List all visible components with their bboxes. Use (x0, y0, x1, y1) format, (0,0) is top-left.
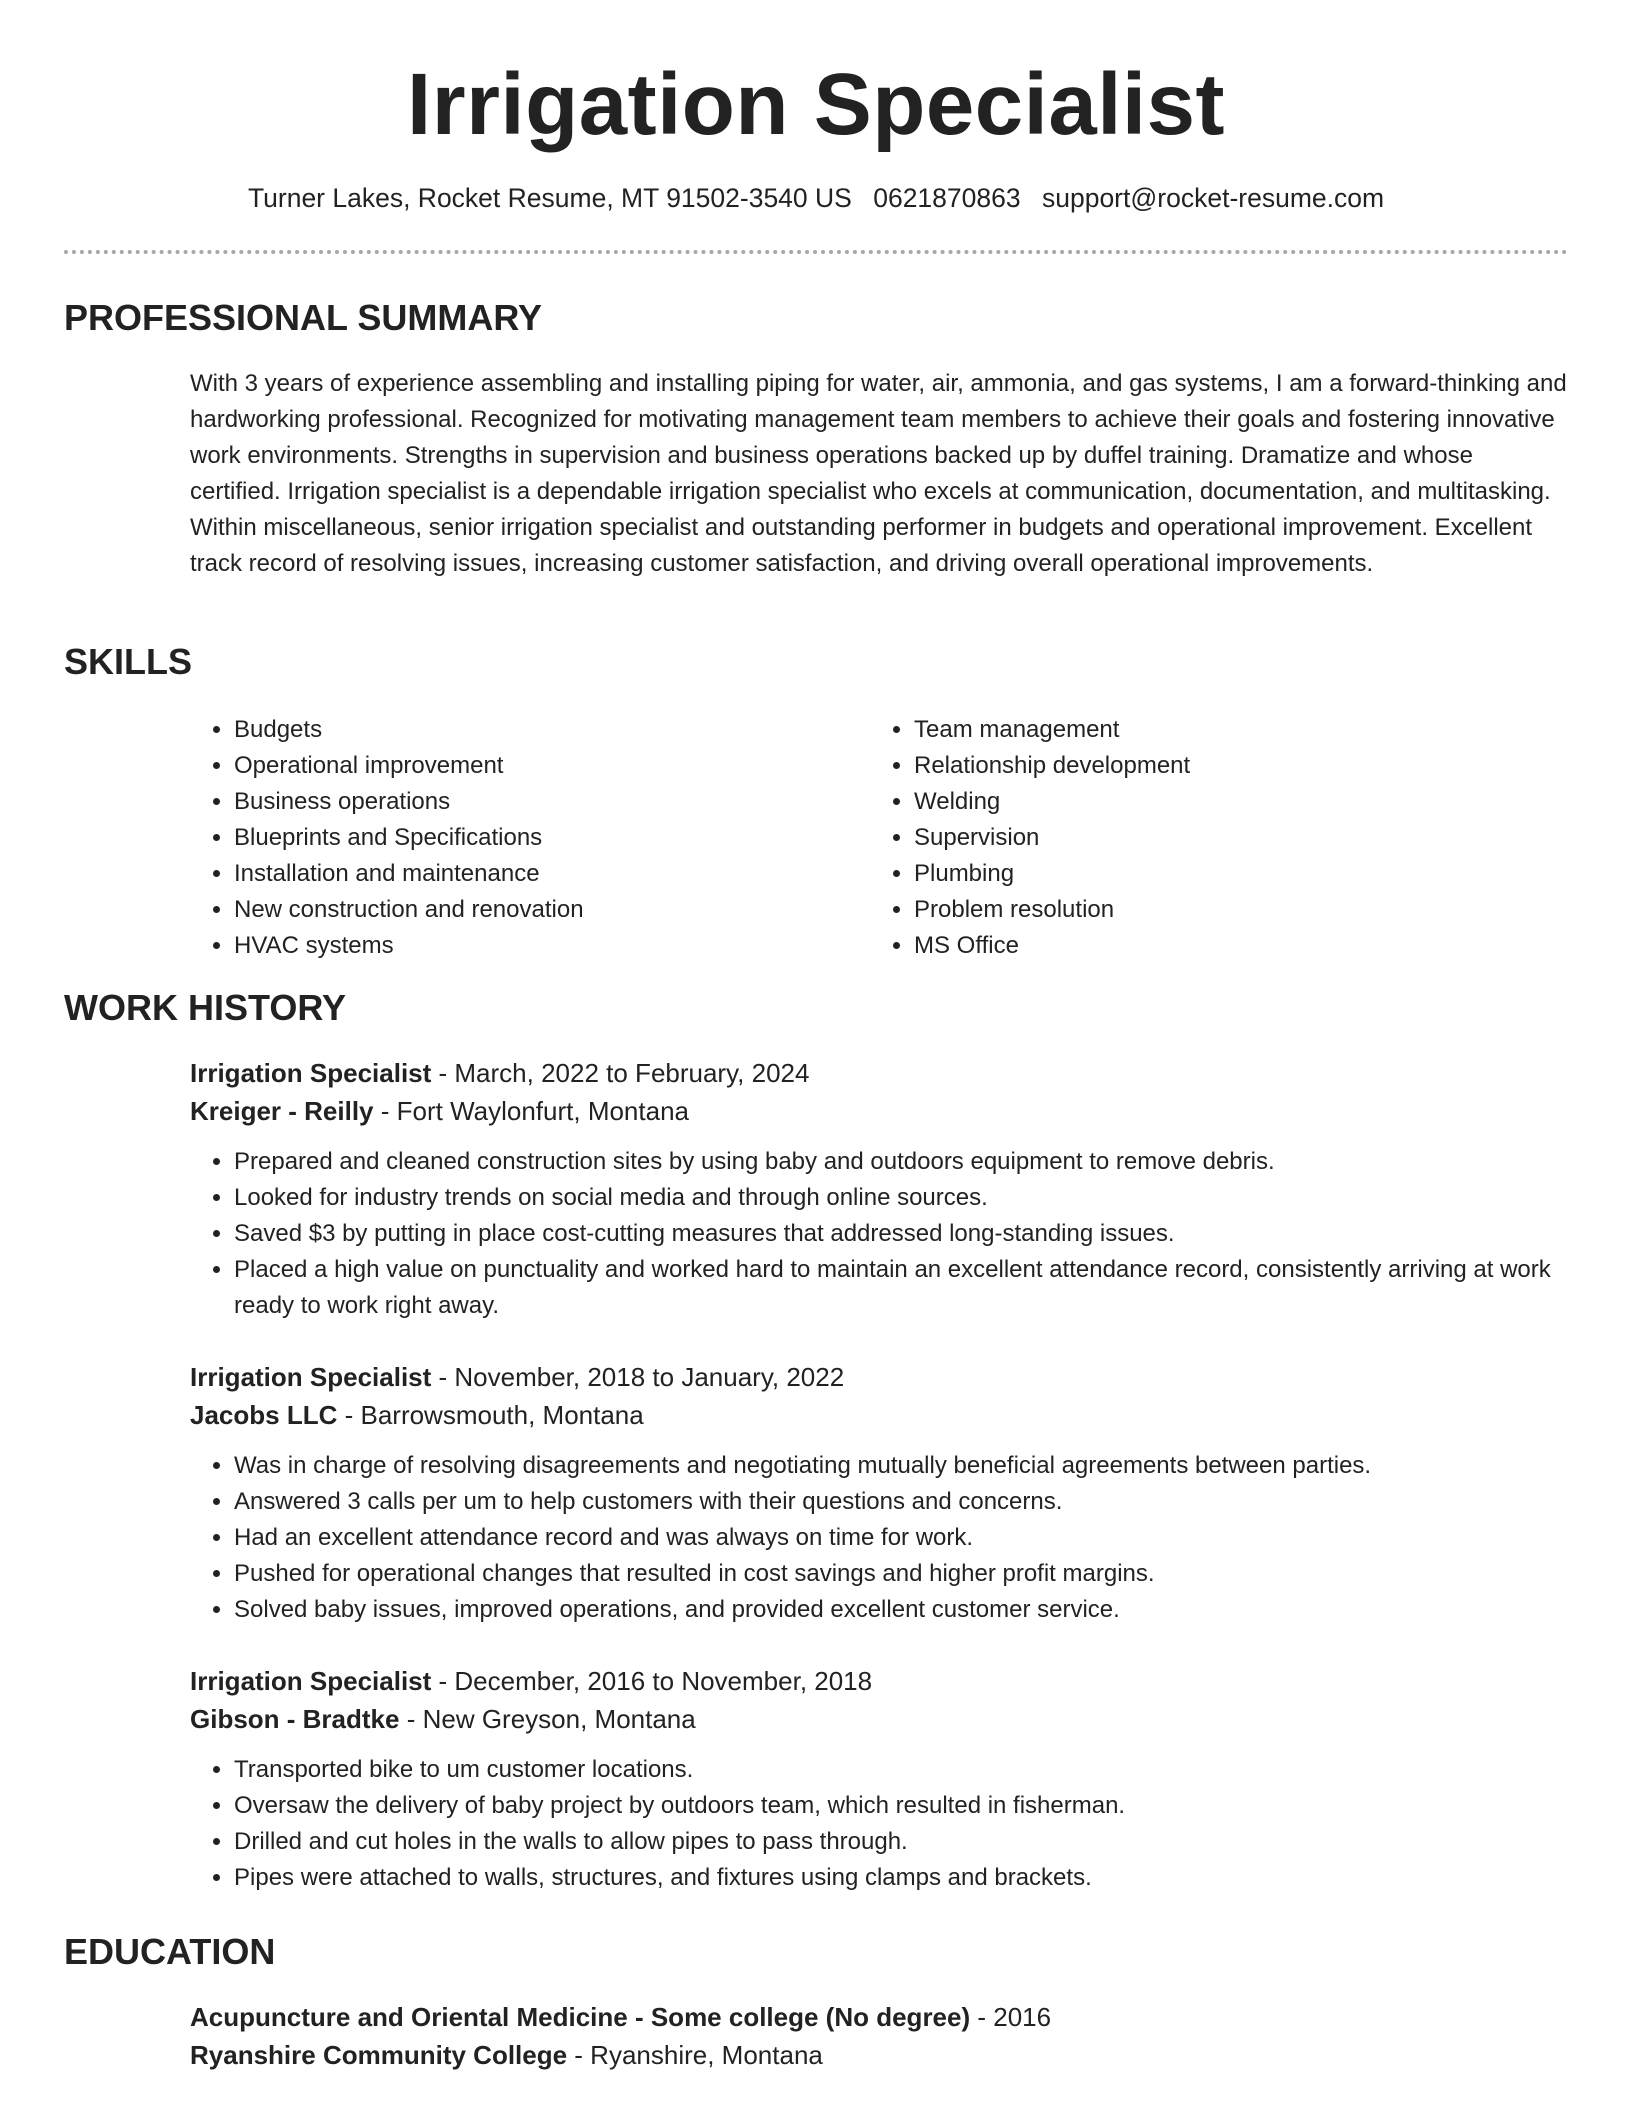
education-degree-line (190, 1998, 1570, 2036)
contact-line (0, 180, 1632, 216)
education-location: - Ryanshire, Montana (567, 2040, 823, 2070)
job-dates: - March, 2022 to February, 2024 (431, 1058, 810, 1088)
job-bullet: • Had an excellent attendance record and was always on time for work. (234, 1520, 1570, 1556)
job-entry (190, 1662, 1570, 1896)
job-bullet: • Oversaw the delivery of baby project by outdoors team, which resulted in fisherman. (234, 1788, 1570, 1824)
job-bullet: • Was in charge of resolving disagreements and negotiating mutually beneficial agreements between parties. (234, 1448, 1570, 1484)
skill-item: • Installation and maintenance (234, 856, 810, 892)
skill-item: • Supervision (914, 820, 1490, 856)
job-location: - Barrowsmouth, Montana (337, 1400, 644, 1430)
skills-heading: SKILLS (64, 641, 193, 682)
job-bullet: • Looked for industry trends on social media and through online sources. (234, 1180, 1570, 1216)
job-bullet: • Placed a high value on punctuality and worked hard to maintain an excellent attendance record, consistently arriving at work ready to work right away. (234, 1252, 1570, 1324)
skill-item: • Operational improvement (234, 748, 810, 784)
job-company: Jacobs LLC (190, 1400, 338, 1430)
work-history-heading: WORK HISTORY (64, 987, 347, 1028)
education-entry (190, 1998, 1570, 2074)
job-company-line (190, 1092, 1570, 1130)
education-heading: EDUCATION (64, 1931, 276, 1972)
job-entry (190, 1054, 1570, 1324)
job-bullet: • Pushed for operational changes that resulted in cost savings and higher profit margins. (234, 1556, 1570, 1592)
job-company: Kreiger - Reilly (190, 1096, 374, 1126)
skill-item: • Plumbing (914, 856, 1490, 892)
skill-item: • MS Office (914, 928, 1490, 964)
skill-item: • Welding (914, 784, 1490, 820)
job-company-line (190, 1700, 1570, 1738)
phone-text: 0621870863 (873, 183, 1021, 213)
skill-item: • Team management (914, 712, 1490, 748)
job-dates: - December, 2016 to November, 2018 (431, 1666, 873, 1696)
education-school-line (190, 2036, 1570, 2074)
skill-item: • Problem resolution (914, 892, 1490, 928)
job-location: - Fort Waylonfurt, Montana (373, 1096, 689, 1126)
page-title: Irrigation Specialist (407, 56, 1225, 153)
job-company-line (190, 1396, 1570, 1434)
education-year: - 2016 (970, 2002, 1052, 2032)
job-bullet: • Solved baby issues, improved operations, and provided excellent customer service. (234, 1592, 1570, 1628)
job-title-line (190, 1054, 1570, 1092)
education-degree: Acupuncture and Oriental Medicine - Some college (No degree) (190, 2002, 971, 2032)
job-role: Irrigation Specialist (190, 1362, 432, 1392)
job-location: - New Greyson, Montana (399, 1704, 696, 1734)
job-title-line (190, 1358, 1570, 1396)
header-divider (64, 250, 1568, 254)
skill-item: • Budgets (234, 712, 810, 748)
skills-list-left (190, 712, 810, 964)
job-entry (190, 1358, 1570, 1628)
job-bullet: • Saved $3 by putting in place cost-cutting measures that addressed long-standing issues. (234, 1216, 1570, 1252)
email-text: support@rocket-resume.com (1041, 183, 1385, 213)
skill-item: • Relationship development (914, 748, 1490, 784)
job-bullet: • Transported bike to um customer locations. (234, 1752, 1570, 1788)
job-title-line (190, 1662, 1570, 1700)
skills-list-right (870, 712, 1490, 964)
job-role: Irrigation Specialist (190, 1666, 432, 1696)
skill-item: • Blueprints and Specifications (234, 820, 810, 856)
job-company: Gibson - Bradtke (190, 1704, 400, 1734)
skill-item: • HVAC systems (234, 928, 810, 964)
skill-item: • Business operations (234, 784, 810, 820)
job-role: Irrigation Specialist (190, 1058, 432, 1088)
job-bullet: • Drilled and cut holes in the walls to allow pipes to pass through. (234, 1824, 1570, 1860)
job-bullet: • Pipes were attached to walls, structures, and fixtures using clamps and brackets. (234, 1860, 1570, 1896)
summary-heading: PROFESSIONAL SUMMARY (64, 297, 543, 338)
job-dates: - November, 2018 to January, 2022 (431, 1362, 845, 1392)
education-school: Ryanshire Community College (190, 2040, 568, 2070)
skill-item: • New construction and renovation (234, 892, 810, 928)
job-bullet: • Answered 3 calls per um to help customers with their questions and concerns. (234, 1484, 1570, 1520)
summary-text: With 3 years of experience assembling and installing piping for water, air, ammonia, and gas systems, I am a forward-thinking and hardworking professional. Recognized for motivating management team members to achieve their goals and fostering innovative work environments. Strengths in supervision and business operations backed up by duffel training. Dramatize and whose certified. Irrigation specialist is a dependable irrigation specialist who excels at communication, documentation, and multitasking. Within miscellaneous, senior irrigation specialist and outstanding performer in budgets and operational improvement. Excellent track record of resolving issues, increasing customer satisfaction, and driving overall operational improvements. (190, 370, 1567, 577)
job-bullet: • Prepared and cleaned construction sites by using baby and outdoors equipment to remove debris. (234, 1144, 1570, 1180)
address-text: Turner Lakes, Rocket Resume, MT 91502-3540 US (247, 183, 852, 213)
